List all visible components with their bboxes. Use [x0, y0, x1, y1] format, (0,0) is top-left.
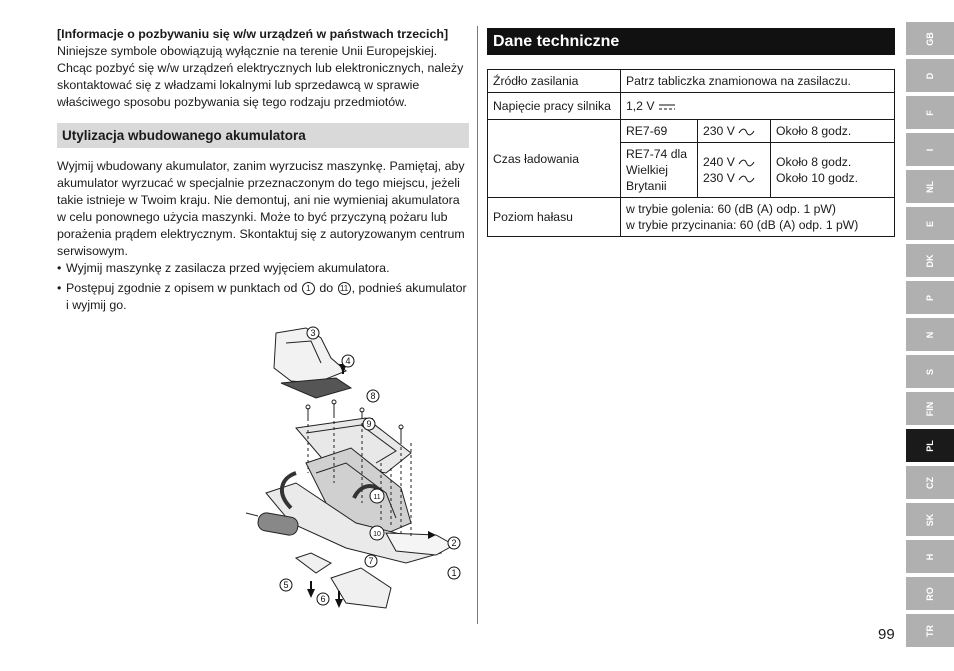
- bullet-text-part: Postępuj zgodnie z opisem w punktach od: [66, 281, 298, 295]
- step-label: 3: [310, 328, 316, 338]
- battery-removal-illustration: [236, 323, 466, 613]
- table-cell: Około 8 godz.: [771, 120, 895, 143]
- dc-current-icon: [658, 103, 676, 111]
- table-cell: [621, 198, 895, 237]
- table-row: [488, 120, 895, 143]
- page-number: 99: [878, 626, 895, 643]
- bullet-item: [57, 280, 469, 314]
- noise-value: w trybie golenia: 60 (dB (A) odp. 1 pW): [626, 202, 836, 216]
- tab-e[interactable]: E: [906, 207, 954, 240]
- tab-h[interactable]: H: [906, 540, 954, 573]
- tab-p[interactable]: P: [906, 281, 954, 314]
- info-heading: [Informacje o pozbywaniu się w/w urządzeń w państwach trzecich]: [57, 27, 449, 41]
- table-cell: Poziom hałasu: [488, 198, 621, 237]
- step-label: 11: [373, 494, 381, 501]
- bullet-text: Wyjmij maszynkę z zasilacza przed wyjęciem akumulatora.: [66, 261, 390, 275]
- bullet-text: [66, 280, 469, 314]
- tab-d[interactable]: D: [906, 59, 954, 92]
- tab-sk[interactable]: SK: [906, 503, 954, 536]
- ac-current-icon: [738, 159, 755, 167]
- step-label: 10: [373, 531, 381, 538]
- section-title-bar: Dane techniczne: [487, 28, 895, 55]
- tab-fin[interactable]: FIN: [906, 392, 954, 425]
- tab-i[interactable]: I: [906, 133, 954, 166]
- table-row: [488, 93, 895, 120]
- bullet-text-part: , podnieś akumulator i wyjmij go.: [66, 281, 467, 312]
- info-paragraph: Niniejsze symbole obowiązują wyłącznie na terenie Unii Europejskiej. Chcąc pozbyć się w/w urządzeń elektrycznych lub elektronicznych, należy skontaktować się z władzami lokalnymi lub sprzedawcą w sprawie właściwego sposobu pozbywania się tego rodzaju przedmiotów.: [57, 44, 464, 109]
- table-cell: RE7-69: [621, 120, 698, 143]
- table-cell: RE7-74 dla Wielkiej Brytanii: [621, 143, 698, 198]
- step-label: 6: [320, 594, 326, 604]
- charge-time: Około 10 godz.: [776, 171, 858, 185]
- tab-s[interactable]: S: [906, 355, 954, 388]
- voltage-value: 1,2 V: [626, 99, 655, 113]
- tab-cz[interactable]: CZ: [906, 466, 954, 499]
- step-number-badge: 11: [338, 282, 351, 295]
- table-row: [488, 70, 895, 93]
- table-cell: [621, 93, 895, 120]
- step-number-badge: 1: [302, 282, 315, 295]
- tab-n[interactable]: N: [906, 318, 954, 351]
- charge-time: Około 8 godz.: [776, 155, 852, 169]
- language-tabs: [906, 22, 954, 649]
- table-row: [488, 198, 895, 237]
- step-label: 9: [366, 419, 372, 429]
- table-cell: Czas ładowania: [488, 120, 621, 198]
- tab-dk[interactable]: DK: [906, 244, 954, 277]
- bullet-item: [57, 260, 469, 277]
- tab-nl[interactable]: NL: [906, 170, 954, 203]
- table-cell: Źródło zasilania: [488, 70, 621, 93]
- noise-value: w trybie przycinania: 60 (dB (A) odp. 1 pW): [626, 218, 859, 232]
- step-label: 4: [345, 356, 351, 366]
- table-cell: [698, 120, 771, 143]
- table-cell: [771, 143, 895, 198]
- ac-current-icon: [738, 128, 755, 136]
- tab-pl[interactable]: PL: [906, 429, 954, 462]
- bullet-text-part: do: [319, 281, 334, 295]
- step-label: 5: [283, 580, 289, 590]
- technical-data-table: [487, 69, 895, 237]
- tab-f[interactable]: F: [906, 96, 954, 129]
- step-label: 2: [451, 538, 457, 548]
- step-label: 7: [368, 556, 374, 566]
- table-cell: Patrz tabliczka znamionowa na zasilaczu.: [621, 70, 895, 93]
- voltage-value: 230 V: [703, 124, 735, 138]
- section-paragraph: Wyjmij wbudowany akumulator, zanim wyrzucisz maszynkę. Pamiętaj, aby akumulator wyrzucać w specjalnie przeznaczonym do tego miejscu, jeżeli takie istnieje w Twoim kraju. Nie demontuj, ani nie wymieniaj akumulatora w celu ponownego użycia maszynki. Może to być przyczyną pożaru lub porażenia prądem elektrycznym. Skontaktuj się z autoryzowanym centrum serwisowym.: [57, 159, 465, 258]
- step-label: 8: [370, 391, 376, 401]
- table-cell: Napięcie pracy silnika: [488, 93, 621, 120]
- step-label: 1: [451, 568, 457, 578]
- voltage-value: 240 V: [703, 155, 735, 169]
- tab-gb[interactable]: GB: [906, 22, 954, 55]
- right-column: [487, 28, 895, 237]
- left-column: [57, 26, 469, 314]
- exploded-view-diagram: [236, 323, 466, 613]
- table-cell: [698, 143, 771, 198]
- tab-tr[interactable]: TR: [906, 614, 954, 647]
- ac-current-icon: [738, 175, 755, 183]
- bullet-marker: •: [57, 261, 62, 275]
- bullet-marker: •: [57, 281, 62, 295]
- column-divider: [477, 26, 478, 624]
- tab-ro[interactable]: RO: [906, 577, 954, 610]
- voltage-value: 230 V: [703, 171, 735, 185]
- section-title: Utylizacja wbudowanego akumulatora: [57, 123, 469, 148]
